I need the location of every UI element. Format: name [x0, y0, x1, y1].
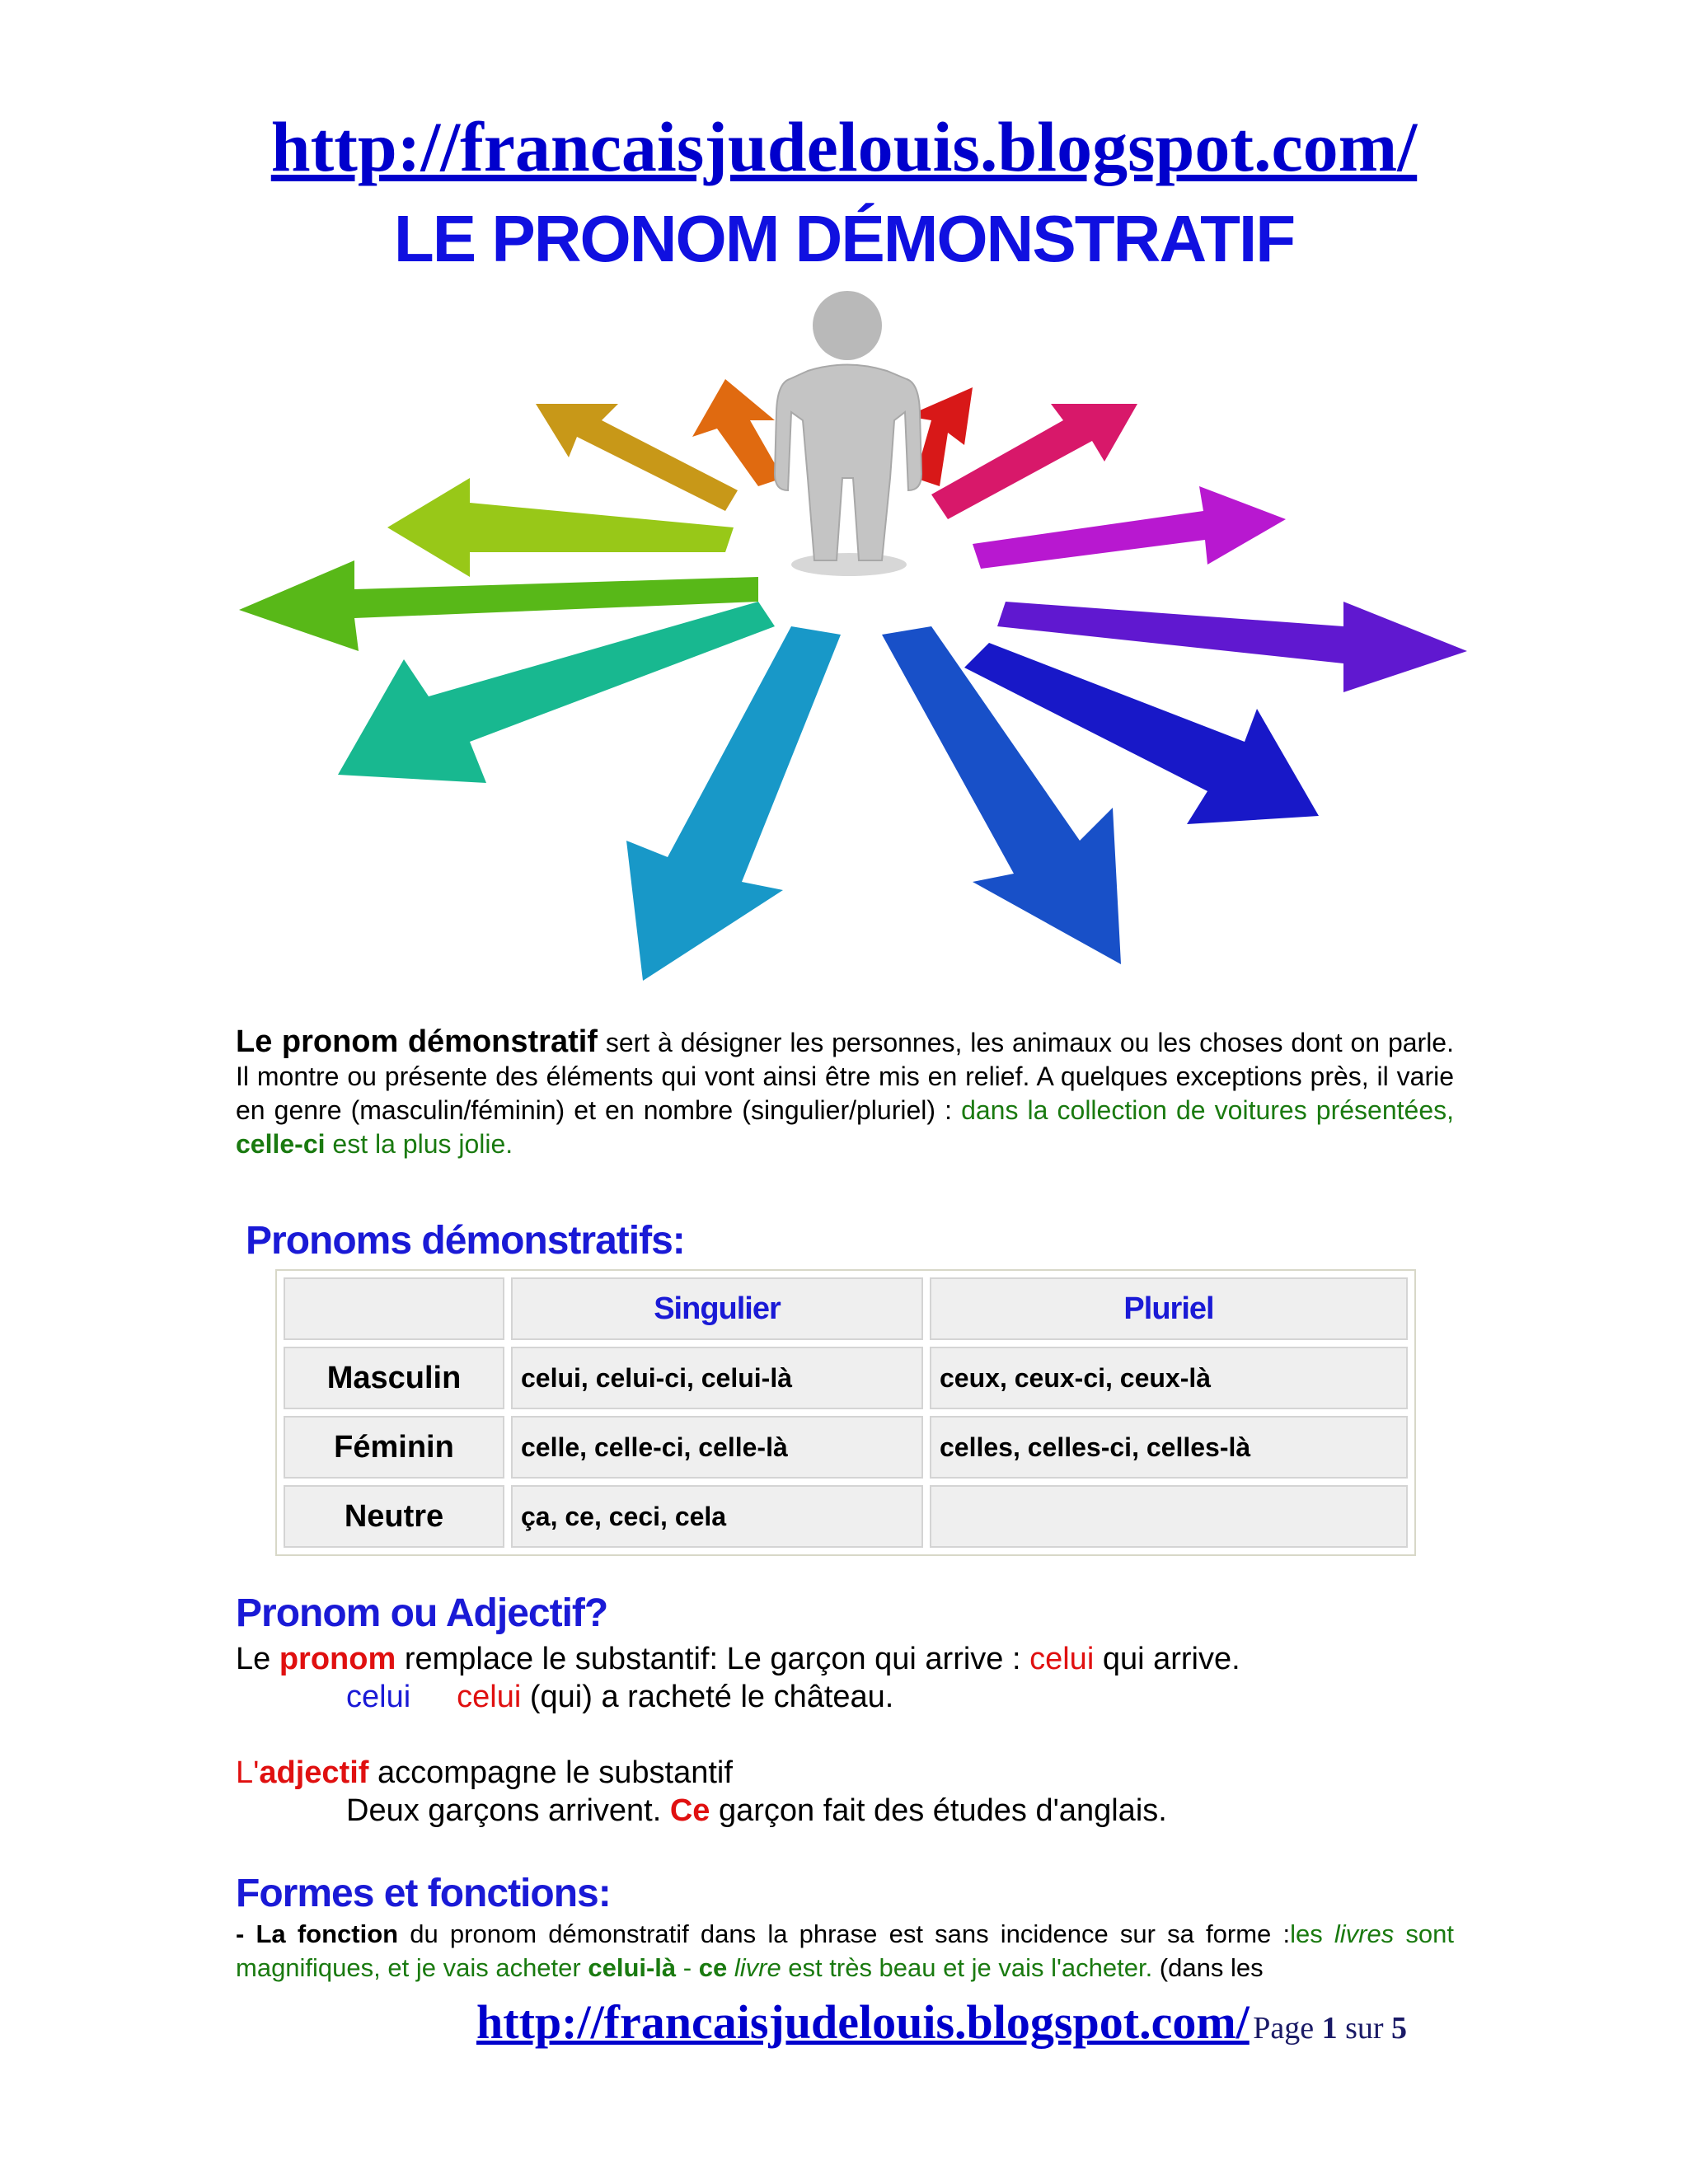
example-span: - [676, 1953, 699, 1982]
example-italic: livres [1334, 1919, 1395, 1948]
intro-paragraph [236, 1025, 1454, 1161]
table-row [284, 1347, 1408, 1409]
cell-feminin-singulier: celle, celle-ci, celle-là [511, 1416, 923, 1479]
page-current: 1 [1321, 2011, 1338, 2046]
cell-masculin-pluriel: ceux, ceux-ci, ceux-là [930, 1347, 1408, 1409]
demonstrative-table [275, 1269, 1416, 1556]
ce-word: Ce [669, 1793, 710, 1828]
intro-example-end: est la plus jolie. [325, 1129, 513, 1159]
pronom-heading: Pronom ou Adjectif? [236, 1591, 608, 1635]
text-span: qui arrive. [1094, 1642, 1240, 1676]
celui-word: celui [1029, 1642, 1095, 1676]
arrow-purple [973, 486, 1286, 569]
table-header-pluriel: Pluriel [930, 1277, 1408, 1340]
example-span: sont magnifiques, et je vais acheter [236, 1919, 1454, 1982]
table-header-row [284, 1277, 1408, 1340]
cell-neutre-singulier: ça, ce, ceci, cela [511, 1485, 923, 1548]
adjectif-example-line [346, 1792, 1167, 1830]
arrow-yellowgreen [387, 478, 734, 577]
row-label-feminin: Féminin [284, 1416, 504, 1479]
text-span: (qui) a racheté le château. [521, 1680, 894, 1714]
header-url-link[interactable]: http://francaisjudelouis.blogspot.com/ [270, 107, 1418, 186]
arrow-orange [692, 379, 783, 486]
text-span: remplace le substantif: Le garçon qui arrive : [396, 1642, 1030, 1676]
intro-example: dans la collection de voitures présentées, [961, 1095, 1455, 1125]
cell-feminin-pluriel: celles, celles-ci, celles-là [930, 1416, 1408, 1479]
adjectif-word: adjectif [259, 1755, 369, 1790]
person-figure [775, 291, 921, 576]
page-title: LE PRONOM DÉMONSTRATIF [393, 202, 1295, 275]
celui-blue-word: celui [346, 1680, 411, 1714]
formes-paragraph [236, 1917, 1454, 1985]
text-span: Deux garçons arrivent. [346, 1793, 670, 1828]
row-label-neutre: Neutre [284, 1485, 504, 1548]
formes-heading: Formes et fonctions: [236, 1872, 611, 1915]
intro-text: sert à désigner les personnes, les animaux ou les choses dont on parle. Il montre ou présente des éléments qui vont ainsi être mis en relief. A quelques exceptions près, il varie en genre (masculin/féminin) et en nombre (singulier/pluriel) : [236, 1028, 1454, 1125]
page-number [1253, 2011, 1407, 2046]
example-span: les [1290, 1919, 1334, 1948]
table-row [284, 1485, 1408, 1548]
example-bold: ce [698, 1953, 728, 1982]
intro-example-bold: celle-ci [236, 1129, 326, 1159]
page-total: 5 [1391, 2011, 1408, 2046]
example-span: est très beau et je vais l'acheter. [781, 1953, 1153, 1982]
cell-masculin-singulier: celui, celui-ci, celui-là [511, 1347, 923, 1409]
example-span [727, 1953, 734, 1982]
page-word: Page [1253, 2011, 1315, 2046]
example-bold: celui-là [588, 1953, 677, 1982]
l-apostrophe: L' [236, 1755, 260, 1790]
page-footer [476, 1994, 1407, 2050]
table-header-empty [284, 1277, 504, 1340]
table-row [284, 1416, 1408, 1479]
arrow-cyan [626, 626, 841, 981]
fonction-bold: - La fonction [236, 1919, 399, 1948]
text-span: du pronom démonstratif dans la phrase est sans incidence sur sa forme : [398, 1919, 1291, 1948]
text-span: Le [236, 1642, 279, 1676]
cell-neutre-pluriel [930, 1485, 1408, 1548]
adjectif-line [236, 1754, 733, 1792]
text-span: (dans les [1152, 1953, 1264, 1982]
pronom-word: pronom [279, 1642, 396, 1676]
text-span: garçon fait des études d'anglais. [710, 1793, 1167, 1828]
pronom-line-2 [346, 1678, 893, 1716]
celui-red-word: celui [457, 1680, 522, 1714]
pronom-line-1 [236, 1640, 1240, 1678]
table-heading: Pronoms démonstratifs: [246, 1219, 685, 1263]
table-header-singulier: Singulier [511, 1277, 923, 1340]
intro-lead: Le pronom démonstratif [236, 1024, 598, 1059]
row-label-masculin: Masculin [284, 1347, 504, 1409]
person-with-arrows-illustration [231, 280, 1475, 981]
text-span: accompagne le substantif [368, 1755, 733, 1790]
sur-word: sur [1345, 2011, 1384, 2046]
footer-url-link[interactable]: http://francaisjudelouis.blogspot.com/ [476, 1995, 1250, 2049]
arrow-teal [338, 602, 775, 783]
example-italic: livre [734, 1953, 781, 1982]
